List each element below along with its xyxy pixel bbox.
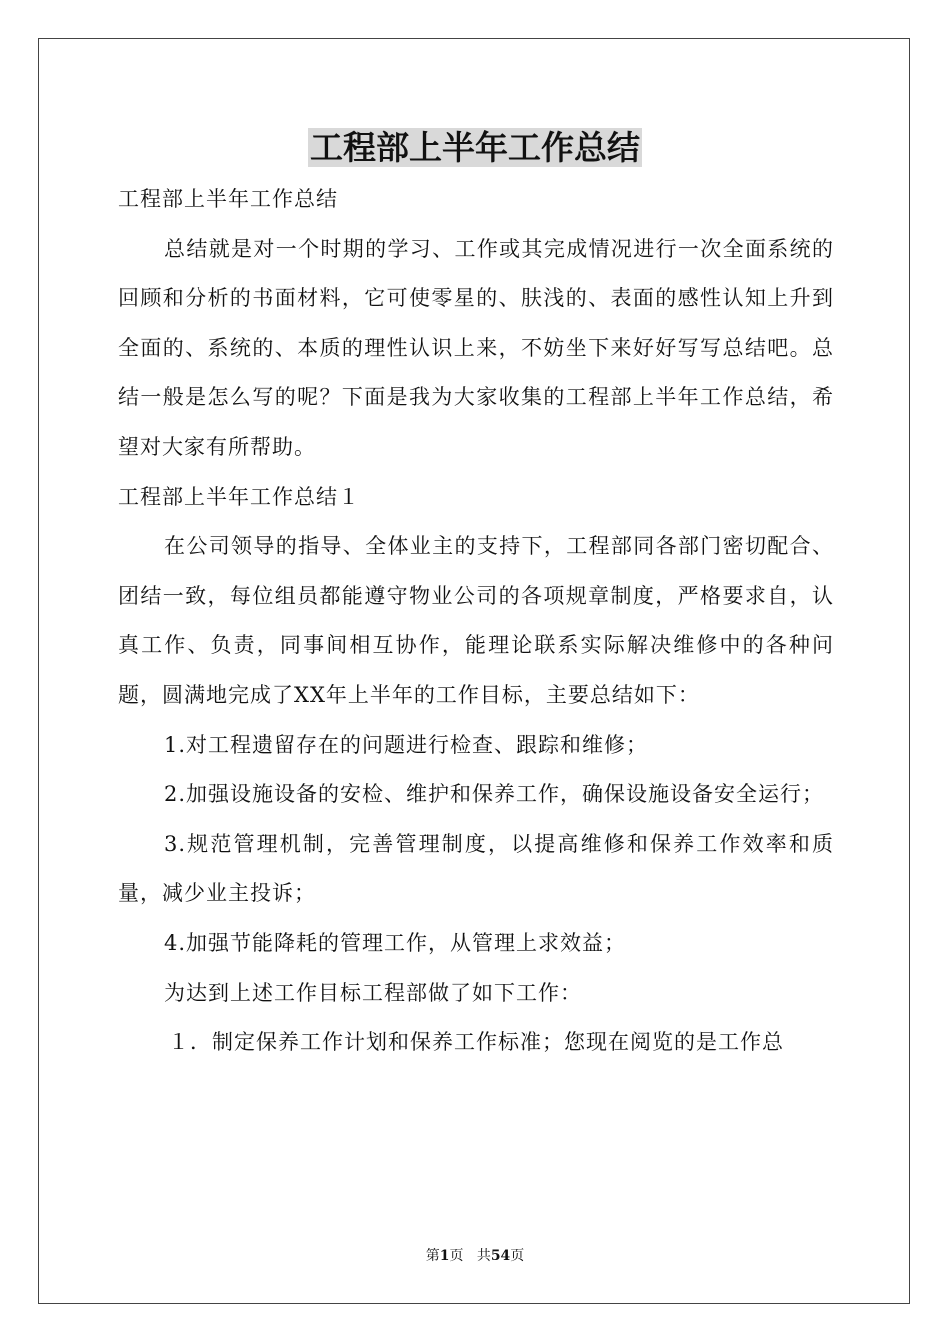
page-footer [0,1246,950,1266]
work-intro-paragraph: 为达到上述工作目标工程部做了如下工作： [164,980,582,1005]
document-title-text: 工程部上半年工作总结 [310,128,640,167]
section-heading: 工程部上半年工作总结１ [118,484,360,509]
footer-total-prefix: 共 [476,1248,491,1264]
list-item-2: 2.加强设施设备的安检、维护和保养工作，确保设施设备安全运行； [164,782,825,807]
list-item-4: 4.加强节能降耗的管理工作，从管理上求效益； [164,930,627,955]
work-item-1: １．制定保养工作计划和保养工作标准；您现在阅览的是工作总 [168,1030,784,1055]
document-body [118,175,834,1068]
subtitle-paragraph: 工程部上半年工作总结 [118,187,338,211]
footer-page-unit: 页 [449,1248,464,1264]
list-item-3: 3.规范管理机制，完善管理制度，以提高维修和保养工作效率和质量，减少业主投诉； [118,831,834,906]
intro-paragraph: 总结就是对一个时期的学习、工作或其完成情况进行一次全面系统的回顾和分析的书面材料，它可使零星的、肤浅的、表面的感性认知上升到全面的、系统的、本质的理性认识上来，不妨坐下来好好写写总结吧。总结一般是怎么写的呢？下面是我为大家收集的工程部上半年工作总结，希望对大家有所帮助。 [118,236,834,459]
body-paragraph: 在公司领导的指导、全体业主的支持下，工程部同各部门密切配合、团结一致，每位组员都能遵守物业公司的各项规章制度，严格要求自，认真工作、负责，同事间相互协作，能理论联系实际解决维修中的各种问题，圆满地完成了XX年上半年的工作目标，主要总结如下： [118,534,834,707]
document-title [0,126,950,170]
footer-prefix: 第 [425,1248,440,1264]
footer-total-pages: 54 [490,1248,511,1264]
footer-total-unit: 页 [510,1248,525,1264]
list-item-1: 1.对工程遗留存在的问题进行检查、跟踪和维修； [164,732,649,757]
footer-page-number: 1 [439,1248,450,1264]
